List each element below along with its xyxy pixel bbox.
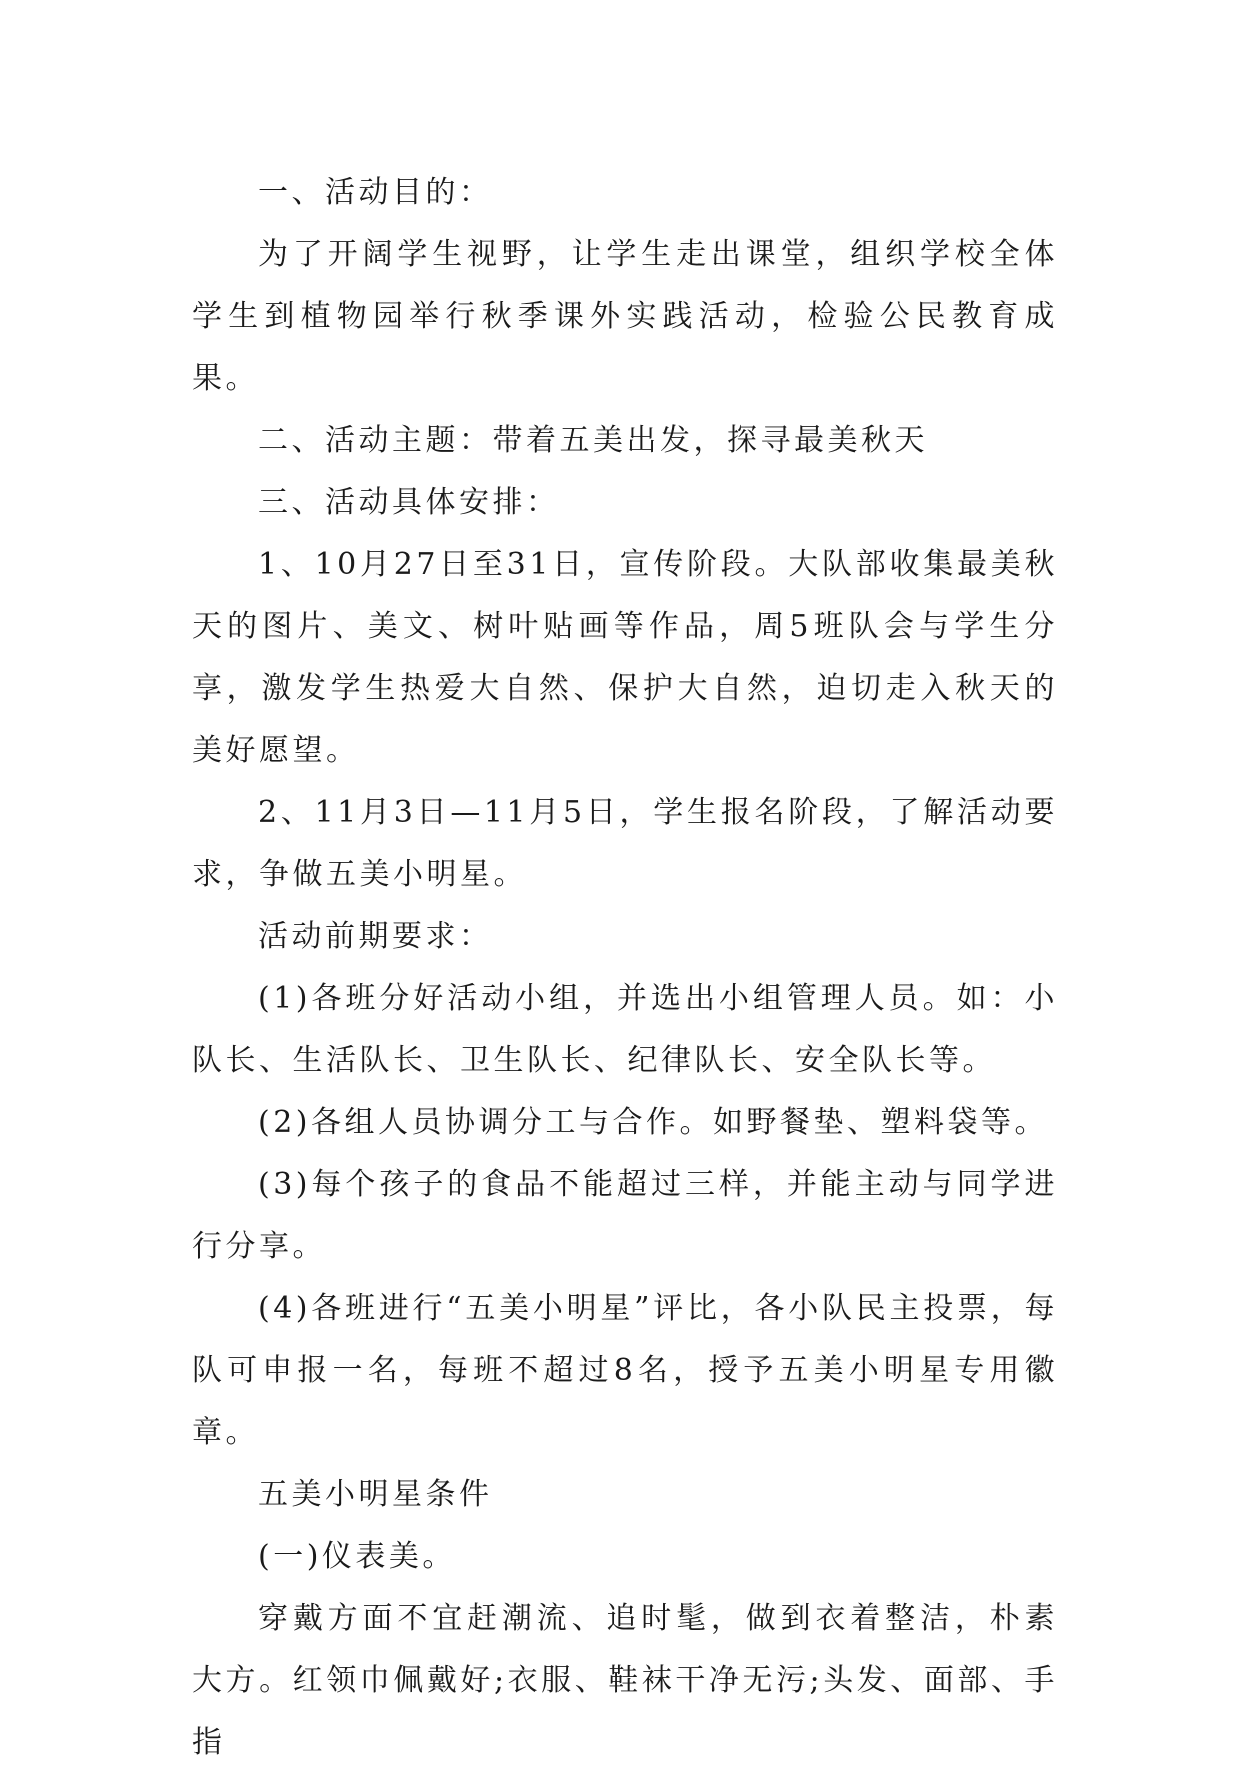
paragraph-appearance-body: 穿戴方面不宜赶潮流、追时髦，做到衣着整洁，朴素大方。红领巾佩戴好;衣服、鞋袜干净无污;头发、面部、手指	[192, 1601, 1058, 1760]
list-item-requirement-4: (4)各班进行“五美小明星”评比，各小队民主投票，每队可申报一名，每班不超过8名，授予五美小明星专用徽章。	[192, 1291, 1058, 1450]
list-item-requirement-1: (1)各班分好活动小组，并选出小组管理人员。如：小队长、生活队长、卫生队长、纪律队长、安全队长等。	[192, 981, 1058, 1078]
heading-star-conditions: 五美小明星条件	[258, 1477, 493, 1512]
paragraph-stage-2: 2、11月3日—11月5日，学生报名阶段，了解活动要求，争做五美小明星。	[192, 795, 1058, 892]
heading-condition-appearance: (一)仪表美。	[258, 1539, 456, 1574]
heading-preliminary-requirements: 活动前期要求：	[258, 919, 493, 954]
list-item-requirement-2: (2)各组人员协调分工与合作。如野餐垫、塑料袋等。	[258, 1105, 1048, 1140]
heading-activity-theme: 二、活动主题：带着五美出发，探寻最美秋天	[258, 423, 928, 458]
document-page	[192, 162, 1058, 1774]
list-item-requirement-3: (3)每个孩子的食品不能超过三样，并能主动与同学进行分享。	[192, 1167, 1058, 1264]
heading-activity-arrangement: 三、活动具体安排：	[258, 485, 560, 520]
paragraph-stage-1: 1、10月27日至31日，宣传阶段。大队部收集最美秋天的图片、美文、树叶贴画等作品，周5班队会与学生分享，激发学生热爱大自然、保护大自然，迫切走入秋天的美好愿望。	[192, 547, 1058, 768]
paragraph-purpose-body: 为了开阔学生视野，让学生走出课堂，组织学校全体学生到植物园举行秋季课外实践活动，检验公民教育成果。	[192, 237, 1058, 396]
heading-activity-purpose: 一、活动目的：	[258, 175, 493, 210]
